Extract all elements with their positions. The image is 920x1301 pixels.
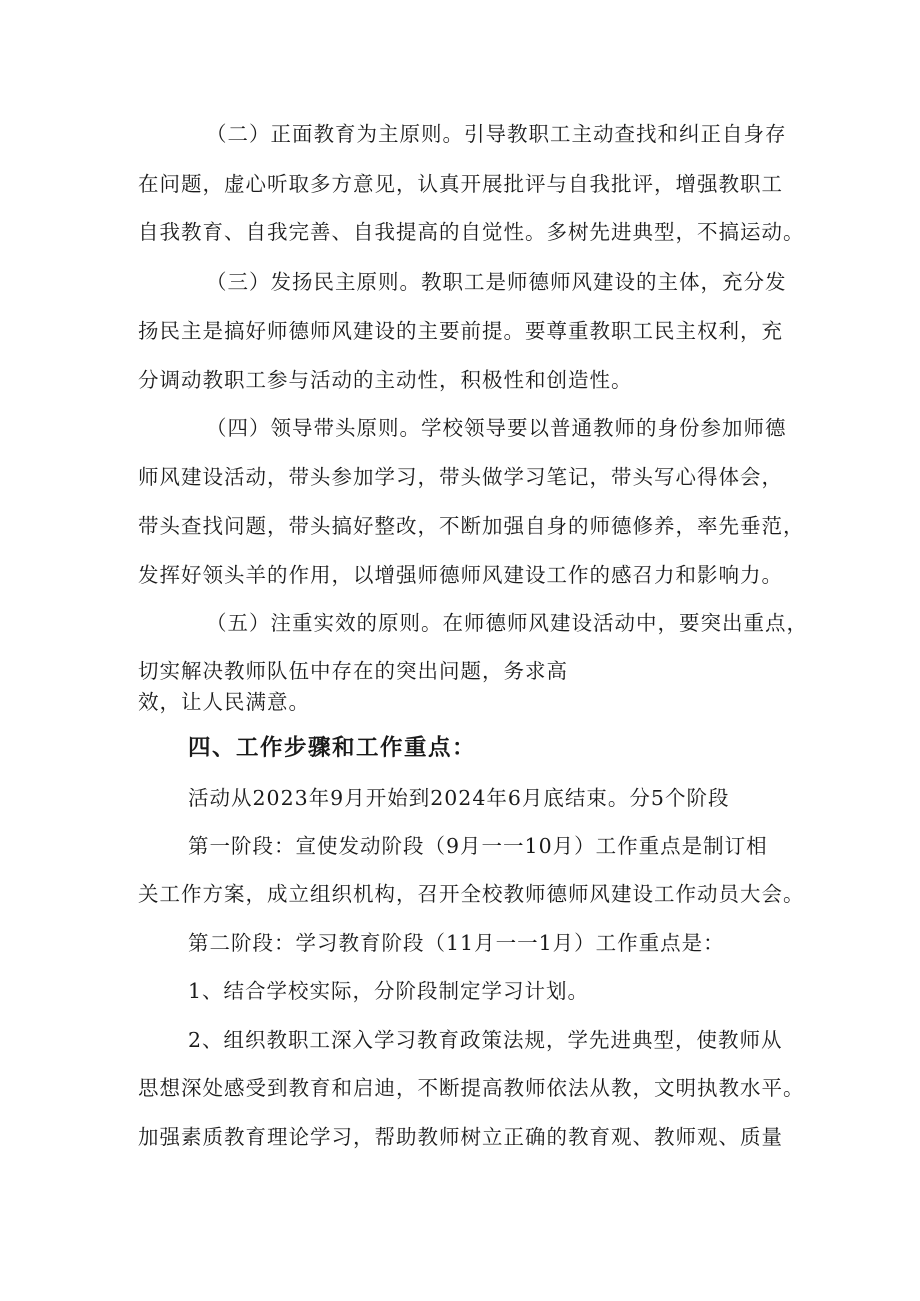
paragraph-line: 发挥好领头羊的作用，以增强师德师风建设工作的感召力和影响力。 — [138, 563, 783, 587]
paragraph-line: 带头查找问题，带头搞好整改，不断加强自身的师德修养，率先垂范， — [138, 514, 805, 538]
paragraph-line: 1、结合学校实际，分阶段制定学习计划。 — [188, 979, 590, 1003]
paragraph-line: （五）注重实效的原则。在师德师风建设活动中，要突出重点， — [206, 611, 808, 635]
paragraph-line: 关工作方案，成立组织机构，召开全校教师德师风建设工作动员大会。 — [138, 882, 805, 906]
paragraph-line: 第一阶段：宣使发动阶段（9月一一10月）工作重点是制订相 — [188, 834, 768, 858]
section-heading: 四、工作步骤和工作重点： — [188, 735, 477, 761]
paragraph-line: 扬民主是搞好师德师风建设的主要前提。要尊重教职工民主权利，充 — [138, 319, 783, 343]
paragraph-line: 2、组织教职工深入学习教育政策法规，学先进典型，使教师从 — [188, 1028, 783, 1052]
paragraph-line: 思想深处感受到教育和启迪，不断提高教师依法从教，文明执教水平。 — [138, 1076, 805, 1100]
paragraph-line: 第二阶段：学习教育阶段（11月一一1月）工作重点是： — [188, 931, 725, 955]
paragraph-line: 加强素质教育理论学习，帮助教师树立正确的教育观、教师观、质量 — [138, 1125, 783, 1149]
paragraph-line: 效，让人民满意。 — [138, 690, 310, 714]
paragraph-line: 师风建设活动，带头参加学习，带头做学习笔记，带头写心得体会， — [138, 465, 783, 489]
paragraph-line: （四）领导带头原则。学校领导要以普通教师的身份参加师德 — [206, 416, 787, 440]
paragraph-line: （二）正面教育为主原则。引导教职工主动查找和纠正自身存 — [206, 122, 787, 146]
paragraph-line: 分调动教职工参与活动的主动性，积极性和创造性。 — [138, 368, 633, 392]
paragraph-line: 在问题，虚心听取多方意见，认真开展批评与自我批评，增强教职工 — [138, 172, 783, 196]
paragraph-line: 切实解决教师队伍中存在的突出问题，务求高 — [138, 659, 568, 683]
paragraph-line: 活动从2023年9月开始到2024年6月底结束。分5个阶段 — [188, 786, 730, 810]
paragraph-line: （三）发扬民主原则。教职工是师德师风建设的主体，充分发 — [206, 270, 787, 294]
paragraph-line: 自我教育、自我完善、自我提高的自觉性。多树先进典型，不搞运动。 — [138, 220, 805, 244]
